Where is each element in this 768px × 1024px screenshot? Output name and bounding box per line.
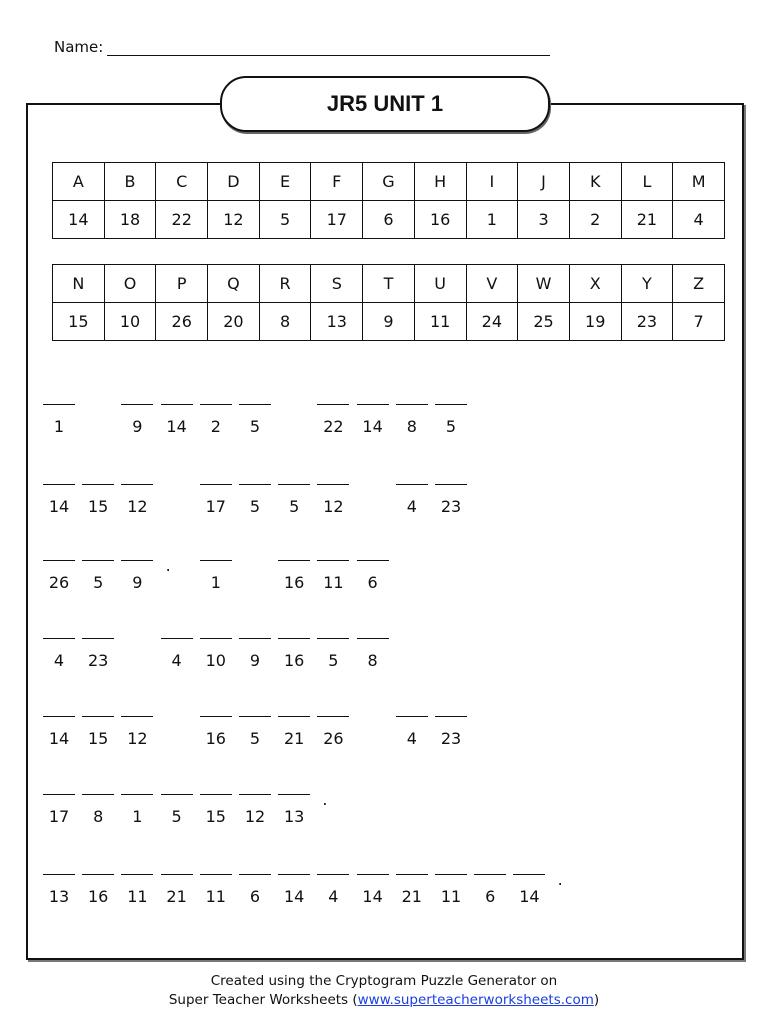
cipher-number: 8: [406, 417, 417, 436]
key-cell: 20: [208, 303, 260, 341]
cipher-number: 26: [323, 729, 344, 748]
key-cell: N: [53, 265, 105, 303]
letter-slot[interactable]: [199, 794, 233, 825]
key-cell: 14: [53, 201, 105, 239]
cipher-number: 14: [166, 417, 187, 436]
cipher-number: 16: [88, 887, 109, 906]
cipher-number: 23: [440, 729, 462, 748]
letter-slot[interactable]: [434, 404, 468, 435]
cipher-number: 5: [171, 807, 182, 826]
cipher-number: 8: [93, 807, 104, 826]
footer-line-1: Created using the Cryptogram Puzzle Generator on: [210, 973, 558, 989]
key-cell: 22: [156, 201, 208, 239]
key-cell: 15: [53, 303, 105, 341]
key-letters-row: [53, 163, 725, 201]
key-cell: X: [569, 265, 621, 303]
letter-slot[interactable]: [395, 874, 429, 905]
cipher-number: 10: [205, 651, 226, 670]
letter-slot[interactable]: [120, 404, 154, 435]
cipher-number: 17: [48, 807, 70, 826]
footer-suffix: ): [593, 992, 600, 1008]
cipher-number: 1: [53, 417, 65, 436]
letter-slot[interactable]: [316, 716, 350, 747]
letter-slot[interactable]: [160, 874, 194, 905]
key-cell: 11: [414, 303, 466, 341]
key-cell: P: [156, 265, 208, 303]
key-cell: 26: [156, 303, 208, 341]
key-numbers-row: [53, 201, 725, 239]
key-cell: Z: [673, 265, 725, 303]
key-cell: 18: [104, 201, 156, 239]
cipher-number: 16: [284, 573, 305, 592]
key-cell: J: [518, 163, 570, 201]
cipher-number: 14: [362, 887, 383, 906]
cipher-number: 15: [88, 497, 109, 516]
cipher-key-n-to-z: [52, 264, 725, 341]
letter-slot[interactable]: [316, 404, 350, 435]
key-cell: 12: [208, 201, 260, 239]
key-cell: 24: [466, 303, 518, 341]
key-cell: S: [311, 265, 363, 303]
cipher-number: 4: [406, 497, 417, 516]
letter-slot[interactable]: [120, 484, 154, 515]
cipher-number: 9: [249, 651, 261, 670]
cipher-number: 12: [127, 497, 148, 516]
letter-slot[interactable]: [316, 874, 350, 905]
key-cell: R: [259, 265, 311, 303]
letter-slot[interactable]: [238, 404, 272, 435]
cipher-number: 16: [284, 651, 305, 670]
letter-slot[interactable]: [81, 560, 115, 591]
puzzle-period: .: [322, 790, 328, 809]
letter-slot[interactable]: [277, 874, 311, 905]
name-field-row: [54, 38, 550, 56]
letter-slot[interactable]: [395, 484, 429, 515]
letter-slot[interactable]: [160, 794, 194, 825]
cipher-number: 1: [132, 807, 143, 826]
letter-slot[interactable]: [512, 874, 546, 905]
puzzle-period: .: [557, 870, 563, 889]
letter-slot[interactable]: [277, 484, 311, 515]
cipher-number: 6: [249, 887, 261, 906]
letter-slot[interactable]: [238, 638, 272, 669]
key-cell: T: [363, 265, 415, 303]
letter-slot[interactable]: [120, 560, 154, 591]
cipher-number: 14: [284, 887, 305, 906]
letter-slot[interactable]: [42, 794, 76, 825]
cipher-number: 1: [210, 573, 221, 592]
cipher-number: 5: [249, 417, 261, 436]
cipher-number: 4: [171, 651, 182, 670]
key-cell: 9: [363, 303, 415, 341]
key-cell: M: [673, 163, 725, 201]
key-cell: 2: [569, 201, 621, 239]
letter-slot[interactable]: [356, 560, 390, 591]
footer-line-2: [0, 991, 768, 1010]
letter-slot[interactable]: [120, 874, 154, 905]
cipher-number: 13: [284, 807, 305, 826]
puzzle-period: .: [165, 556, 171, 575]
cipher-number: 11: [205, 887, 226, 906]
letter-slot[interactable]: [356, 874, 390, 905]
key-cell: B: [104, 163, 156, 201]
letter-slot[interactable]: [238, 716, 272, 747]
cipher-number: 15: [88, 729, 109, 748]
letter-slot[interactable]: [277, 716, 311, 747]
letter-slot[interactable]: [356, 638, 390, 669]
letter-slot[interactable]: [42, 874, 76, 905]
letter-slot[interactable]: [238, 484, 272, 515]
letter-slot[interactable]: [434, 484, 468, 515]
cipher-number: 6: [367, 573, 378, 592]
key-cell: 19: [569, 303, 621, 341]
cipher-number: 21: [401, 887, 422, 906]
key-cell: 5: [259, 201, 311, 239]
key-cell: D: [208, 163, 260, 201]
key-cell: 16: [414, 201, 466, 239]
cipher-number: 23: [440, 497, 462, 516]
cipher-number: 4: [328, 887, 339, 906]
letter-slot[interactable]: [42, 484, 76, 515]
cipher-number: 11: [127, 887, 148, 906]
letter-slot[interactable]: [42, 716, 76, 747]
letter-slot[interactable]: [395, 716, 429, 747]
cipher-number: 12: [244, 807, 266, 826]
cipher-number: 9: [132, 573, 143, 592]
letter-slot[interactable]: [356, 404, 390, 435]
key-cell: W: [518, 265, 570, 303]
cipher-number: 14: [48, 729, 70, 748]
key-cell: 1: [466, 201, 518, 239]
key-cell: U: [414, 265, 466, 303]
key-cell: 4: [673, 201, 725, 239]
cipher-number: 17: [205, 497, 226, 516]
key-cell: 17: [311, 201, 363, 239]
letter-slot[interactable]: [316, 484, 350, 515]
key-cell: 3: [518, 201, 570, 239]
letter-slot[interactable]: [277, 638, 311, 669]
cipher-number: 11: [440, 887, 462, 906]
cipher-number: 14: [48, 497, 70, 516]
key-cell: V: [466, 265, 518, 303]
cipher-number: 5: [249, 497, 261, 516]
cipher-number: 14: [362, 417, 383, 436]
key-cell: 21: [621, 201, 673, 239]
letter-slot[interactable]: [277, 560, 311, 591]
key-cell: F: [311, 163, 363, 201]
letter-slot[interactable]: [120, 794, 154, 825]
footer-prefix: Super Teacher Worksheets (: [168, 992, 358, 1008]
cipher-number: 23: [88, 651, 109, 670]
key-cell: 8: [259, 303, 311, 341]
cipher-number: 5: [93, 573, 104, 592]
cipher-number: 4: [406, 729, 417, 748]
cipher-number: 15: [205, 807, 226, 826]
key-letters-row: [53, 265, 725, 303]
cipher-number: 12: [127, 729, 148, 748]
letter-slot[interactable]: [199, 874, 233, 905]
letter-slot[interactable]: [81, 874, 115, 905]
letter-slot[interactable]: [199, 484, 233, 515]
key-cell: 23: [621, 303, 673, 341]
key-cell: L: [621, 163, 673, 201]
cipher-key-a-to-m: [52, 162, 725, 239]
letter-slot[interactable]: [81, 794, 115, 825]
letter-slot[interactable]: [81, 638, 115, 669]
cipher-number: 11: [323, 573, 344, 592]
letter-slot[interactable]: [277, 794, 311, 825]
cipher-number: 2: [210, 417, 221, 436]
letter-slot[interactable]: [434, 874, 468, 905]
key-cell: H: [414, 163, 466, 201]
cipher-number: 16: [205, 729, 226, 748]
cipher-number: 14: [519, 887, 540, 906]
cipher-number: 4: [53, 651, 65, 670]
letter-slot[interactable]: [238, 794, 272, 825]
key-cell: 10: [104, 303, 156, 341]
letter-slot[interactable]: [42, 560, 76, 591]
cipher-number: 21: [284, 729, 305, 748]
cipher-number: 13: [48, 887, 70, 906]
key-cell: 7: [673, 303, 725, 341]
key-cell: K: [569, 163, 621, 201]
cipher-number: 21: [166, 887, 187, 906]
cipher-number: 26: [48, 573, 70, 592]
cipher-number: 5: [249, 729, 261, 748]
letter-slot[interactable]: [199, 716, 233, 747]
name-line[interactable]: [107, 39, 550, 56]
letter-slot[interactable]: [199, 404, 233, 435]
footer-link[interactable]: www.superteacherworksheets.com: [357, 992, 594, 1008]
letter-slot[interactable]: [316, 560, 350, 591]
cipher-number: 9: [132, 417, 143, 436]
key-cell: A: [53, 163, 105, 201]
letter-slot[interactable]: [120, 716, 154, 747]
letter-slot[interactable]: [42, 638, 76, 669]
cipher-number: 12: [323, 497, 344, 516]
letter-slot[interactable]: [434, 716, 468, 747]
letter-slot[interactable]: [473, 874, 507, 905]
letter-slot[interactable]: [81, 484, 115, 515]
letter-slot[interactable]: [395, 404, 429, 435]
cipher-number: 22: [323, 417, 344, 436]
letter-slot[interactable]: [238, 874, 272, 905]
key-cell: 6: [363, 201, 415, 239]
key-cell: E: [259, 163, 311, 201]
key-numbers-row: [53, 303, 725, 341]
letter-slot[interactable]: [199, 638, 233, 669]
cipher-number: 5: [289, 497, 300, 516]
cipher-number: 8: [367, 651, 378, 670]
key-cell: G: [363, 163, 415, 201]
name-label: Name:: [54, 38, 104, 56]
key-cell: I: [466, 163, 518, 201]
letter-slot[interactable]: [42, 404, 76, 435]
letter-slot[interactable]: [160, 638, 194, 669]
letter-slot[interactable]: [160, 404, 194, 435]
worksheet-title: JR5 UNIT 1: [220, 76, 550, 132]
key-cell: Q: [208, 265, 260, 303]
footer: [0, 972, 768, 1010]
key-cell: O: [104, 265, 156, 303]
cipher-number: 5: [328, 651, 339, 670]
cipher-number: 5: [445, 417, 457, 436]
cipher-number: 6: [485, 887, 496, 906]
key-cell: 25: [518, 303, 570, 341]
letter-slot[interactable]: [316, 638, 350, 669]
letter-slot[interactable]: [199, 560, 233, 591]
key-cell: 13: [311, 303, 363, 341]
key-cell: Y: [621, 265, 673, 303]
letter-slot[interactable]: [81, 716, 115, 747]
key-cell: C: [156, 163, 208, 201]
